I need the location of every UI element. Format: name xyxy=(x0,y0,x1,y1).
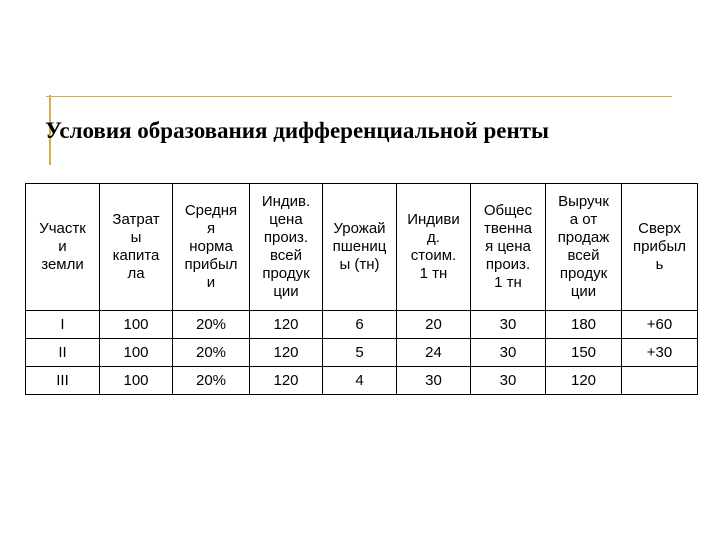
table-cell: 20% xyxy=(173,311,250,339)
decorative-horizontal-line xyxy=(46,96,672,97)
header-average-profit-rate: Средня я норма прибыл и xyxy=(173,184,250,311)
table-cell: 6 xyxy=(323,311,397,339)
header-plots: Участк и земли xyxy=(26,184,100,311)
table-cell: III xyxy=(26,367,100,395)
table-cell: 120 xyxy=(546,367,622,395)
header-total-sales-revenue: Выручк а от продаж всей продук ции xyxy=(546,184,622,311)
table-cell: 5 xyxy=(323,339,397,367)
table-cell: 120 xyxy=(250,311,323,339)
table-cell: 30 xyxy=(397,367,471,395)
table-cell: I xyxy=(26,311,100,339)
table-cell: 100 xyxy=(100,311,173,339)
header-capital-costs: Затрат ы капита ла xyxy=(100,184,173,311)
header-wheat-yield: Урожай пшениц ы (тн) xyxy=(323,184,397,311)
table-cell: 20 xyxy=(397,311,471,339)
table-cell: 30 xyxy=(471,339,546,367)
table-row xyxy=(26,339,698,367)
table-cell: 4 xyxy=(323,367,397,395)
slide-title: Условия образования дифференциальной ренты xyxy=(45,118,549,143)
header-individual-production-price: Индив. цена произ. всей продук ции xyxy=(250,184,323,311)
table-cell: +60 xyxy=(622,311,698,339)
table-cell: 30 xyxy=(471,367,546,395)
table-cell: 30 xyxy=(471,311,546,339)
table-cell: 20% xyxy=(173,339,250,367)
table-cell: 120 xyxy=(250,339,323,367)
table-cell: 20% xyxy=(173,367,250,395)
table-cell xyxy=(622,367,698,395)
header-excess-profit: Сверх прибыл ь xyxy=(622,184,698,311)
table-cell: 180 xyxy=(546,311,622,339)
header-social-production-price-per-ton: Общес твенна я цена произ. 1 тн xyxy=(471,184,546,311)
table-cell: 100 xyxy=(100,339,173,367)
table-header-row xyxy=(26,184,698,311)
rent-table xyxy=(25,183,698,395)
table-cell: 24 xyxy=(397,339,471,367)
table-cell: 150 xyxy=(546,339,622,367)
table-cell: 120 xyxy=(250,367,323,395)
header-individual-cost-per-ton: Индиви д. стоим. 1 тн xyxy=(397,184,471,311)
table-cell: +30 xyxy=(622,339,698,367)
table-cell: 100 xyxy=(100,367,173,395)
table-row xyxy=(26,367,698,395)
table-row xyxy=(26,311,698,339)
table-cell: II xyxy=(26,339,100,367)
